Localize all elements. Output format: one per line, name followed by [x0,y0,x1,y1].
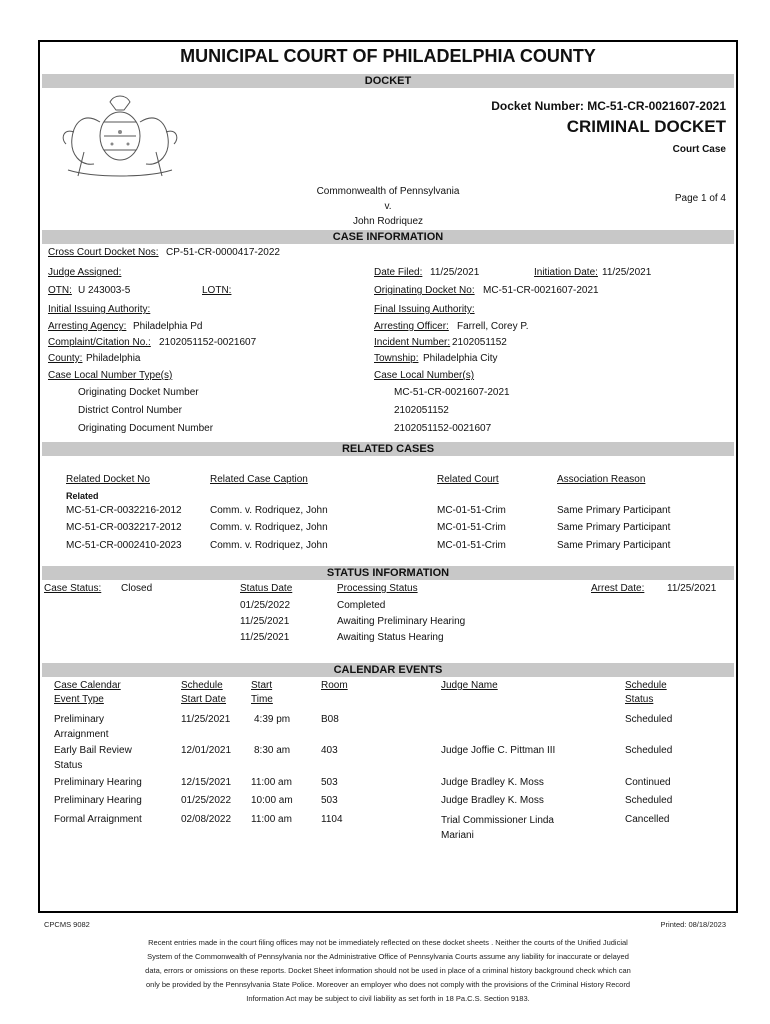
complaint-label: Complaint/Citation No.: [48,337,151,348]
incident-number-value: 2102051152 [452,337,507,348]
status-date: 11/25/2021 [240,616,290,627]
event-type: Status [54,760,83,771]
arresting-officer-value: Farrell, Corey P. [457,321,529,332]
local-type: Originating Document Number [78,423,214,434]
event-time: 4:39 pm [254,714,291,725]
date-filed-value: 11/25/2021 [430,267,480,278]
related-caption-header: Related Case Caption [210,474,308,485]
event-room: B08 [321,714,339,725]
local-number: MC-51-CR-0021607-2021 [394,387,510,398]
event-time: 10:00 am [251,795,293,806]
event-room: 403 [321,745,338,756]
status-date: 11/25/2021 [240,632,290,643]
event-time: 11:00 am [251,777,292,788]
township-label: Township: [374,353,419,364]
related-caption: Comm. v. Rodriquez, John [210,540,328,551]
local-numbers-label: Case Local Number(s) [374,370,475,381]
disclaimer-line: data, errors or omissions on these reports. Docket Sheet information should not be used in place of a criminal history background check which can [145,966,631,975]
arresting-agency-value: Philadelphia Pd [133,321,203,332]
event-type: Formal Arraignment [54,814,142,825]
incident-number-label: Incident Number: [374,337,451,348]
disclaimer-line: Information Act may be subject to civil liability as set forth in 18 Pa.C.S. Section 9183. [246,994,530,1003]
date-filed-label: Date Filed: [374,267,423,278]
event-room: 503 [321,777,338,788]
association-reason: Same Primary Participant [557,522,671,533]
court-title: MUNICIPAL COURT OF PHILADELPHIA COUNTY [180,46,596,66]
event-judge: Judge Bradley K. Moss [441,795,544,806]
disclaimer-line: Recent entries made in the court filing offices may not be immediately reflected on these docket sheets . Neither the courts of the Unified Judicial [148,938,628,947]
final-authority-label: Final Issuing Authority: [374,304,475,315]
event-time: 11:00 am [251,814,292,825]
cross-docket-label: Cross Court Docket Nos: [48,247,159,258]
related-court: MC-01-51-Crim [437,522,506,533]
local-number: 2102051152-0021607 [394,423,492,434]
start-time-header: Start [251,680,273,691]
event-judge: Judge Bradley K. Moss [441,777,544,788]
docket-bar: DOCKET [42,74,734,88]
event-status: Continued [625,777,671,788]
event-room: 1104 [321,814,343,825]
event-date: 12/15/2021 [181,777,232,788]
caption-versus: v. [384,201,392,212]
related-court-header: Related Court [437,474,499,485]
local-type: Originating Docket Number [78,387,199,398]
related-caption: Comm. v. Rodriquez, John [210,505,328,516]
status-date: 01/25/2022 [240,600,291,611]
page-indicator: Page 1 of 4 [674,193,726,204]
association-reason-header: Association Reason [557,474,646,485]
event-time: 8:30 am [254,745,291,756]
calendar-events-bar: CALENDAR EVENTS [42,663,734,677]
association-reason: Same Primary Participant [557,505,671,516]
disclaimer [88,936,688,1006]
event-type: Early Bail Review [54,745,132,756]
event-type: Preliminary [54,714,105,725]
judge-assigned-label: Judge Assigned: [48,267,122,278]
related-cases-bar: RELATED CASES [42,442,734,456]
status-date-header: Status Date [240,583,293,594]
event-judge: Judge Joffie C. Pittman III [441,745,556,756]
complaint-value: 2102051152-0021607 [159,337,257,348]
related-court: MC-01-51-Crim [437,540,506,551]
docket-number: Docket Number: MC-51-CR-0021607-2021 [491,99,726,113]
related-caption: Comm. v. Rodriquez, John [210,522,328,533]
arresting-agency-label: Arresting Agency: [48,321,127,332]
processing-status: Awaiting Preliminary Hearing [337,616,466,627]
printed-date: Printed: 08/18/2023 [660,920,726,929]
arrest-date-label: Arrest Date: [591,583,645,594]
related-docket: MC-51-CR-0002410-2023 [66,540,182,551]
event-type-header: Case Calendar [54,680,121,691]
event-type: Preliminary Hearing [54,795,142,806]
processing-status: Awaiting Status Hearing [337,632,444,643]
case-status-value: Closed [121,583,153,594]
criminal-docket-heading: CRIMINAL DOCKET [566,117,726,136]
arrest-date-value: 11/25/2021 [667,583,717,594]
local-number-types-label: Case Local Number Type(s) [48,370,173,381]
event-status: Scheduled [625,795,673,806]
schedule-status-header: Status [625,694,654,705]
local-number: 2102051152 [394,405,449,416]
case-status-label: Case Status: [44,583,102,594]
case-information-bar: CASE INFORMATION [42,230,734,244]
local-type: District Control Number [78,405,182,416]
initiation-date-label: Initiation Date: [534,267,598,278]
originating-docket-value: MC-51-CR-0021607-2021 [483,285,599,296]
initiation-date-value: 11/25/2021 [602,267,652,278]
docket-frame [38,40,738,913]
arresting-officer-label: Arresting Officer: [374,321,449,332]
county-label: County: [48,353,83,364]
start-date-header: Start Date [181,694,227,705]
event-type: Arraignment [54,729,109,740]
event-type-header: Event Type [54,694,104,705]
room-header: Room [321,680,348,691]
event-room: 503 [321,795,338,806]
schedule-status-header: Schedule [625,680,667,691]
judge-name-header: Judge Name [441,680,498,691]
caption-plaintiff: Commonwealth of Pennsylvania [316,186,460,197]
event-date: 12/01/2021 [181,745,232,756]
start-time-header: Time [251,694,273,705]
disclaimer-line: System of the Commonwealth of Pennsylvania nor the Administrative Office of Pennsylvania Courts assume any liability for inaccurate or delayed [147,952,629,961]
related-docket: MC-51-CR-0032216-2012 [66,505,182,516]
association-reason: Same Primary Participant [557,540,671,551]
pennsylvania-seal-icon [54,92,186,180]
event-status: Cancelled [625,814,670,825]
cross-docket-value: CP-51-CR-0000417-2022 [166,247,280,258]
event-judge: Trial Commissioner Linda [441,815,554,826]
event-date: 01/25/2022 [181,795,232,806]
county-value: Philadelphia [86,353,141,364]
related-group-label: Related [66,491,99,501]
caption-defendant: John Rodriquez [352,216,424,227]
event-status: Scheduled [625,745,673,756]
event-type: Preliminary Hearing [54,777,142,788]
event-judge: Mariani [441,830,474,841]
form-number: CPCMS 9082 [44,920,90,929]
court-case-label: Court Case [672,144,726,155]
event-date: 02/08/2022 [181,814,232,825]
case-caption [40,184,736,229]
related-court: MC-01-51-Crim [437,505,506,516]
initial-authority-label: Initial Issuing Authority: [48,304,151,315]
related-docket: MC-51-CR-0032217-2012 [66,522,182,533]
otn-label: OTN: [48,285,72,296]
event-status: Scheduled [625,714,673,725]
status-information-bar: STATUS INFORMATION [42,566,734,580]
related-docket-header: Related Docket No [66,474,150,485]
processing-status: Completed [337,600,386,611]
disclaimer-line: only be provided by the Pennsylvania State Police. Moreover an employer who does not comply with the provisions of the Criminal History Record [146,980,630,989]
event-date: 11/25/2021 [181,714,231,725]
lotn-label: LOTN: [202,285,232,296]
township-value: Philadelphia City [423,353,498,364]
start-date-header: Schedule [181,680,223,691]
originating-docket-label: Originating Docket No: [374,285,475,296]
processing-status-header: Processing Status [337,583,418,594]
otn-value: U 243003-5 [78,285,131,296]
